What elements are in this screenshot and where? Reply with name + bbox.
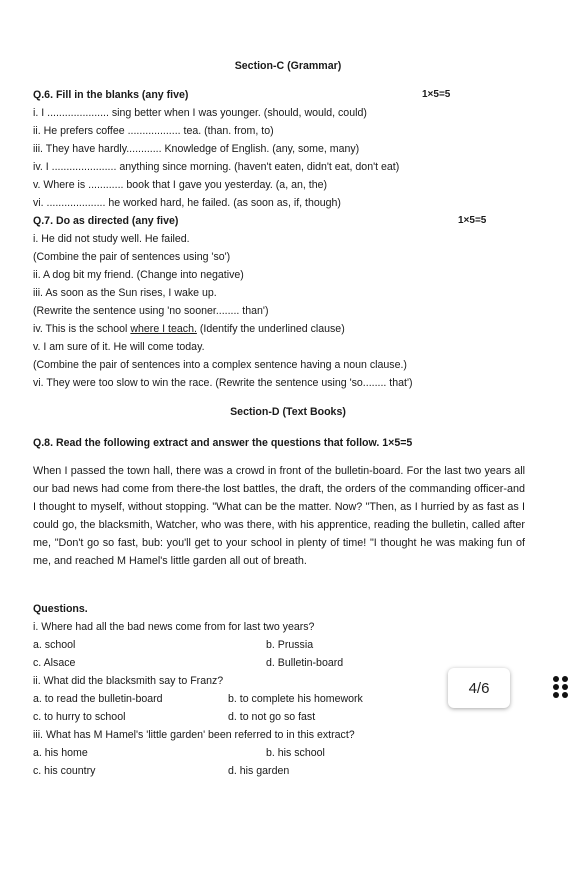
q6-heading: Q.6. Fill in the blanks (any five) xyxy=(33,89,189,101)
q6-marks: 1×5=5 xyxy=(422,89,451,100)
q6-item-4: iv. I ...................... anything since morning. (haven't eaten, didn't eat, don't eat) xyxy=(33,161,400,173)
grid-dot xyxy=(562,692,568,698)
question-3-option-d: d. his garden xyxy=(228,765,290,777)
page-indicator[interactable]: 4/6 xyxy=(448,668,510,708)
question-2-option-d: d. to not go so fast xyxy=(228,711,316,723)
question-1-option-c: c. Alsace xyxy=(33,657,76,669)
question-1: i. Where had all the bad news come from for last two years? xyxy=(33,621,315,633)
grid-dot xyxy=(562,684,568,690)
question-3-option-c: c. his country xyxy=(33,765,96,777)
q8-heading: Q.8. Read the following extract and answer the questions that follow. 1×5=5 xyxy=(33,437,413,449)
question-3: iii. What has M Hamel's 'little garden' been referred to in this extract? xyxy=(33,729,355,741)
q7-line-9: vi. They were too slow to win the race. (Rewrite the sentence using 'so........ that') xyxy=(33,377,413,389)
question-1-option-b: b. Prussia xyxy=(266,639,314,651)
q7-marks: 1×5=5 xyxy=(458,215,487,226)
q7-line-4: iii. As soon as the Sun rises, I wake up. xyxy=(33,287,217,299)
extract-passage: When I passed the town hall, there was a crowd in front of the bulletin-board. For the last two years all our bad news had come from there-the lost battles, the draft, the orders of the commanding officer-and I thought to myself, without stopping. "What can be the matter. Now? "Then, as I hurried by as fast as I could go, the blacksmith, Watcher, who was there, with his apprentice, reading the bulletin, called after me, "Don't go so fast, bub: you'll get to your school in plenty of time! "I thought he was making fun of me, and reached M Hamel's little garden all out of breath. xyxy=(33,465,525,568)
questions-heading: Questions. xyxy=(33,603,88,615)
q7-line-6-prefix: iv. This is the school xyxy=(33,323,131,335)
grid-dot xyxy=(553,676,559,682)
question-3-option-b: b. his school xyxy=(266,747,325,759)
question-2: ii. What did the blacksmith say to Franz? xyxy=(33,675,224,687)
question-1-option-d: d. Bulletin-board xyxy=(266,657,344,669)
question-2-option-c: c. to hurry to school xyxy=(33,711,126,723)
grid-dot xyxy=(553,692,559,698)
q7-line-6 xyxy=(33,322,345,336)
question-3-option-a: a. his home xyxy=(33,747,88,759)
question-1-option-a: a. school xyxy=(33,639,76,651)
q7-line-6-suffix: (Identify the underlined clause) xyxy=(196,323,345,335)
grid-dot xyxy=(553,684,559,690)
underlined-clause: where I teach. xyxy=(130,323,197,335)
q7-line-7: v. I am sure of it. He will come today. xyxy=(33,341,205,353)
section-d-title: Section-D (Text Books) xyxy=(230,406,346,418)
grid-dots-icon[interactable] xyxy=(553,676,569,702)
q6-item-3: iii. They have hardly............ Knowledge of English. (any, some, many) xyxy=(33,143,360,155)
q7-line-2: (Combine the pair of sentences using 'so') xyxy=(33,251,231,263)
q7-line-3: ii. A dog bit my friend. (Change into negative) xyxy=(33,269,244,281)
section-c-title: Section-C (Grammar) xyxy=(234,60,342,72)
q6-item-5: v. Where is ............ book that I gave you yesterday. (a, an, the) xyxy=(33,179,328,191)
q7-heading: Q.7. Do as directed (any five) xyxy=(33,215,179,227)
question-2-option-a: a. to read the bulletin-board xyxy=(33,693,163,705)
q7-line-1: i. He did not study well. He failed. xyxy=(33,233,190,245)
q6-item-1: i. I ..................... sing better when I was younger. (should, would, could) xyxy=(33,107,367,119)
q6-item-2: ii. He prefers coffee .................. tea. (than. from, to) xyxy=(33,125,274,137)
grid-dot xyxy=(562,676,568,682)
q7-line-8: (Combine the pair of sentences into a complex sentence having a noun clause.) xyxy=(33,359,407,371)
q6-item-6: vi. .................... he worked hard, he failed. (as soon as, if, though) xyxy=(33,197,341,209)
q7-line-5: (Rewrite the sentence using 'no sooner........ than') xyxy=(33,305,269,317)
question-2-option-b: b. to complete his homework xyxy=(228,693,363,705)
